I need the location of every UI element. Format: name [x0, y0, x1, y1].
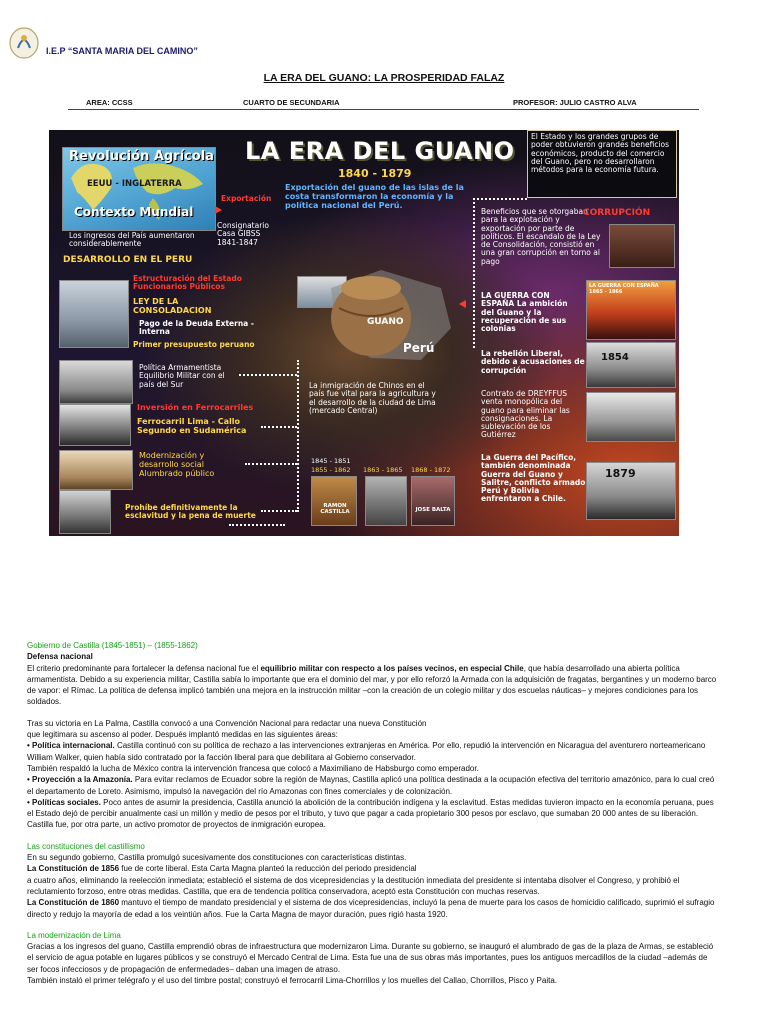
bullet-amazonia — [27, 774, 717, 797]
bullet-1-text: Castilla continuó con su política de rechazo a las intervenciones extranjeras en América. Por ello, repudió la intervención en Nicaragua del aventurero norteamericano William Walker, quien había sido contratado por la facción liberal para que debilitara al Gobierno conservador. — [27, 741, 706, 762]
period-3: 1863 - 1865 — [363, 466, 403, 474]
header-divider — [68, 109, 699, 110]
rebelion-image — [586, 342, 676, 388]
constitucion-1856-title: La Constitución de 1856 — [27, 864, 120, 874]
infographic-years: 1840 - 1879 — [338, 167, 412, 180]
constitucion-1860-title: La Constitución de 1860 — [27, 898, 120, 908]
paragraph-constituciones-intro: En su segundo gobierno, Castilla promulgó sucesivamente dos constituciones con características distintas. — [27, 853, 407, 863]
contexto-label: Contexto Mundial — [74, 205, 194, 219]
bullet-2-title: • Proyección a la Amazonía. — [27, 775, 133, 785]
year-1879: 1879 — [605, 467, 636, 480]
connector-prohibe — [261, 510, 297, 512]
estructuracion-text: Estructuración del Estado Funcionarios Públicos — [133, 274, 242, 292]
connector-estado — [473, 198, 527, 200]
inversion-text: Inversión en Ferrocarriles — [137, 403, 254, 412]
exportacion-label: Exportación — [221, 194, 272, 203]
lima-street-image — [59, 450, 133, 490]
revolucion-label: Revolución Agrícola — [69, 149, 214, 164]
president-portrait — [365, 476, 407, 526]
connector-vertical-right — [473, 198, 475, 348]
guano-sack-label: GUANO — [367, 317, 404, 327]
ferrocarril-text: Ferrocarril Lima - Callo Segundo en Sudamérica — [137, 417, 247, 435]
bullet-politica-internacional-cont: También respaldó la lucha de México contra la intervención francesa que colocó a Maximiliano de Habsburgo como emperador. — [27, 763, 479, 773]
warship-image — [59, 360, 133, 404]
document-title-text: LA ERA DEL GUANO: LA PROSPERIDAD FALAZ — [263, 72, 505, 84]
guano-infographic — [49, 130, 679, 536]
corrupcion-image — [609, 224, 675, 268]
presupuesto-text: Primer presupuesto peruano — [133, 340, 255, 349]
section-title-castilla: Gobierno de Castilla (1845-1851) – (1855-1862) — [27, 641, 198, 650]
document-body — [27, 640, 717, 986]
beneficios-text: Beneficios que se otorgaban para la explotación y exportación por parte de políticos. El escandalo de la Ley de Consolidación, consistió en una gran corrupción en torno al pago — [481, 207, 601, 266]
portrait-1-caption: RAMON CASTILLA — [320, 503, 350, 516]
eeuu-label: EEUU - INGLATERRA — [87, 179, 182, 189]
teacher-label: PROFESOR: JULIO CASTRO ALVA — [513, 98, 637, 107]
ley-consolidacion-text: LEY DE LA CONSOLADACION — [133, 297, 212, 315]
peru-map-label: Perú — [403, 341, 435, 355]
dreyffus-text: Contrato de DREYFFUS venta monopólica del guano para eliminar las consignaciones. La sublevación de los Gutiérrez — [481, 389, 570, 440]
paragraph-constitucion-1860 — [27, 897, 717, 920]
ingresos-text: Los ingresos del País aumentaron considerablemente — [69, 231, 195, 249]
connector-armamentista — [239, 374, 297, 376]
subsection-defensa: Defensa nacional — [27, 652, 93, 662]
paragraph-defensa — [27, 663, 717, 708]
school-logo — [8, 26, 40, 60]
grade-label: CUARTO DE SECUNDARIA — [243, 98, 340, 107]
bullet-1-title: • Política internacional. — [27, 741, 115, 751]
connector-vertical-left — [297, 360, 299, 512]
paragraph-modernizacion: Gracias a los ingresos del guano, Castilla emprendió obras de infraestructura que modernizaron Lima. Durante su gobierno, se inauguró el alumbrado de gas de la plaza de Armas, se estableció el servicio de agua potable en lugares públicos y se construyó el Mercado Central de Lima. Esta fue una de sus obras más importantes, pues los antiguos mercadillos de la ciudad –además de ser focos infecciosos y de propagación de enfermedades– daban una imagen de atraso. — [27, 942, 714, 974]
paragraph-convencion-1: Tras su victoria en La Palma, Castilla convocó a una Convención Nacional para redactar una nueva Constitución — [27, 718, 427, 728]
rebelion-text: La rebelión Liberal, debido a acusaciones de corrupción — [481, 349, 585, 375]
area-label: AREA: CCSS — [86, 98, 133, 107]
period-4: 1868 - 1872 — [411, 466, 451, 474]
estado-text: El Estado y los grandes grupos de poder obtuvieron grandes beneficios económicos, producto del comercio del Guano, pero no desarrollaron métodos para la economía futura. — [531, 132, 670, 174]
document-title — [0, 72, 768, 84]
guerra-espana-caption: LA GUERRA CON ESPAÑA 1865 - 1866 — [589, 283, 659, 295]
pago-deuda-text: Pago de la Deuda Externa - Interna — [139, 319, 254, 337]
guerra-pacifico-text: La Guerra del Pacífico, también denominada Guerra del Guano y Salitre, conflicto armado Perú y Bolivia enfrentaron a Chile. — [481, 453, 586, 504]
paragraph-convencion-2: que legitimara su ascenso al poder. Después implantó medidas en las siguientes áreas: — [27, 730, 338, 740]
infographic-title: LA ERA DEL GUANO — [245, 137, 515, 165]
castilla-portrait — [311, 476, 357, 526]
year-1854: 1854 — [601, 352, 629, 363]
exportacion-arrow — [215, 206, 222, 214]
paragraph-defensa-a: El criterio predominante para fortalecer la defensa nacional fue el — [27, 663, 261, 673]
bullet-3-text: Poco antes de asumir la presidencia, Castilla anunció la abolición de la contribución indígena y la esclavitud. Estas medidas tuvieron impacto en la economía peruana, pues el Estado dejó de percibir anualmente casi un millón y medio de pesos por el tributo, y tuvo que pagar a cada propietario 300 pesos por esclavo, que sumaban 20 000 antes de su liberación. Castilla fue, por otra parte, un activo promotor de proyectos de inmigración europea. — [27, 797, 714, 830]
bullet-politicas-sociales — [27, 797, 717, 831]
constitucion-1860-text: mantuvo el tiempo de mandato presidencial y el sistema de dos vicepresidencias, incluyó la pena de muerte para los casos de homicidio calificado, suprimió el sufragio directo y redujo la mayoría de edad a los veintiún años. Fue la Carta Magna de mayor duración, pues rigió hasta 1920. — [27, 898, 715, 919]
modernizacion-text: Modernización y desarrollo social Alumbrado público — [139, 451, 215, 478]
school-name: I.E.P “SANTA MARIA DEL CAMINO” — [46, 46, 198, 56]
bullet-2-text: Para evitar reclamos de Ecuador sobre la región de Maynas, Castilla aplicó una política destinada a la ocupación efectiva del territorio amazónico, para lo cual creó el departamento de Loreto. Asimismo, impulsó la navegación del río Amazonas con fines comerciales y de colonización. — [27, 775, 715, 796]
connector-modernizacion — [245, 463, 297, 465]
consignatario-text: Consignatario Casa GIBSS 1841-1847 — [217, 221, 269, 247]
train-image — [59, 404, 131, 446]
paragraph-constitucion-1856 — [27, 863, 717, 874]
corrupcion-arrow — [459, 300, 466, 308]
constitucion-1856-text: fue de corte liberal. Esta Carta Magna planteó la reducción del periodo presidencial — [119, 864, 417, 874]
government-building-image — [59, 280, 129, 348]
portrait-3-caption: JOSE BALTA — [415, 507, 451, 513]
chinos-text: La inmigración de Chinos en el país fue vital para la agricultura y el desarrollo de la ciudad de Lima (mercado Central) — [309, 381, 436, 415]
slavery-image — [59, 490, 111, 534]
section-title-constituciones: Las constituciones del castillismo — [27, 841, 145, 851]
guano-sack-image — [311, 248, 461, 364]
infographic-subtitle: Exportación del guano de las islas de la costa transformaron la economía y la política nacional del Perú. — [285, 183, 464, 210]
desarrollo-label: DESARROLLO EN EL PERU — [63, 255, 193, 265]
section-title-modernizacion: La modernización de Lima — [27, 930, 121, 940]
guerra-espana-text: LA GUERRA CON ESPAÑA La ambición del Guano y la recuperación de sus colonias — [481, 291, 568, 333]
paragraph-defensa-c: , que había desarrollado una abierta política armamentista. Debido a su experiencia militar, Castilla sabía lo importante que era el dominio del mar, y por ello reforzó la Armada con la adquisición de fragatas, bergantines y un moderno barco de vapor: el Rímac. La política de defensa implicó también una mejora en la instrucción militar –con la creación de un colegio militar y dos escuelas náuticas– y mejores condiciones para los soldados. — [27, 663, 717, 707]
dreyffus-image — [586, 392, 676, 442]
balta-portrait — [411, 476, 455, 526]
period-1: 1845 - 1851 — [311, 457, 351, 465]
paragraph-defensa-bold: equilibrio militar con respecto a los países vecinos, en especial Chile — [260, 663, 524, 673]
connector-bottom — [229, 524, 285, 526]
bullet-3-title: • Políticas sociales. — [27, 797, 101, 807]
period-2: 1855 - 1862 — [311, 466, 351, 474]
corrupcion-label: CORRUPCIÓN — [583, 208, 651, 218]
paragraph-telegrafo: También instaló el primer telégrafo y el uso del timbre postal; construyó el ferrocarril Lima-Chorrillos y los muelles del Callao, Chorrillos, Pisco y Paita. — [27, 976, 557, 986]
prohibe-text: Prohíbe definitivamente la esclavitud y la pena de muerte — [125, 503, 256, 521]
paragraph-constitucion-1856-cont: a cuatro años, eliminando la reelección inmediata; estableció el sistema de dos vicepresidencias y la destitución inmediata del presidente si intentaba disolver el Congreso, y prohibió el reclutamiento forzoso, entre otras medidas. Castilla, que era de tendencia política conservadora, aceptó esta Constitución con muchas reservas. — [27, 875, 680, 896]
bullet-politica-internacional — [27, 740, 717, 763]
armamentista-text: Política Armamentista Equilibrio Militar con el país del Sur — [139, 363, 225, 389]
connector-ferrocarril — [261, 426, 297, 428]
